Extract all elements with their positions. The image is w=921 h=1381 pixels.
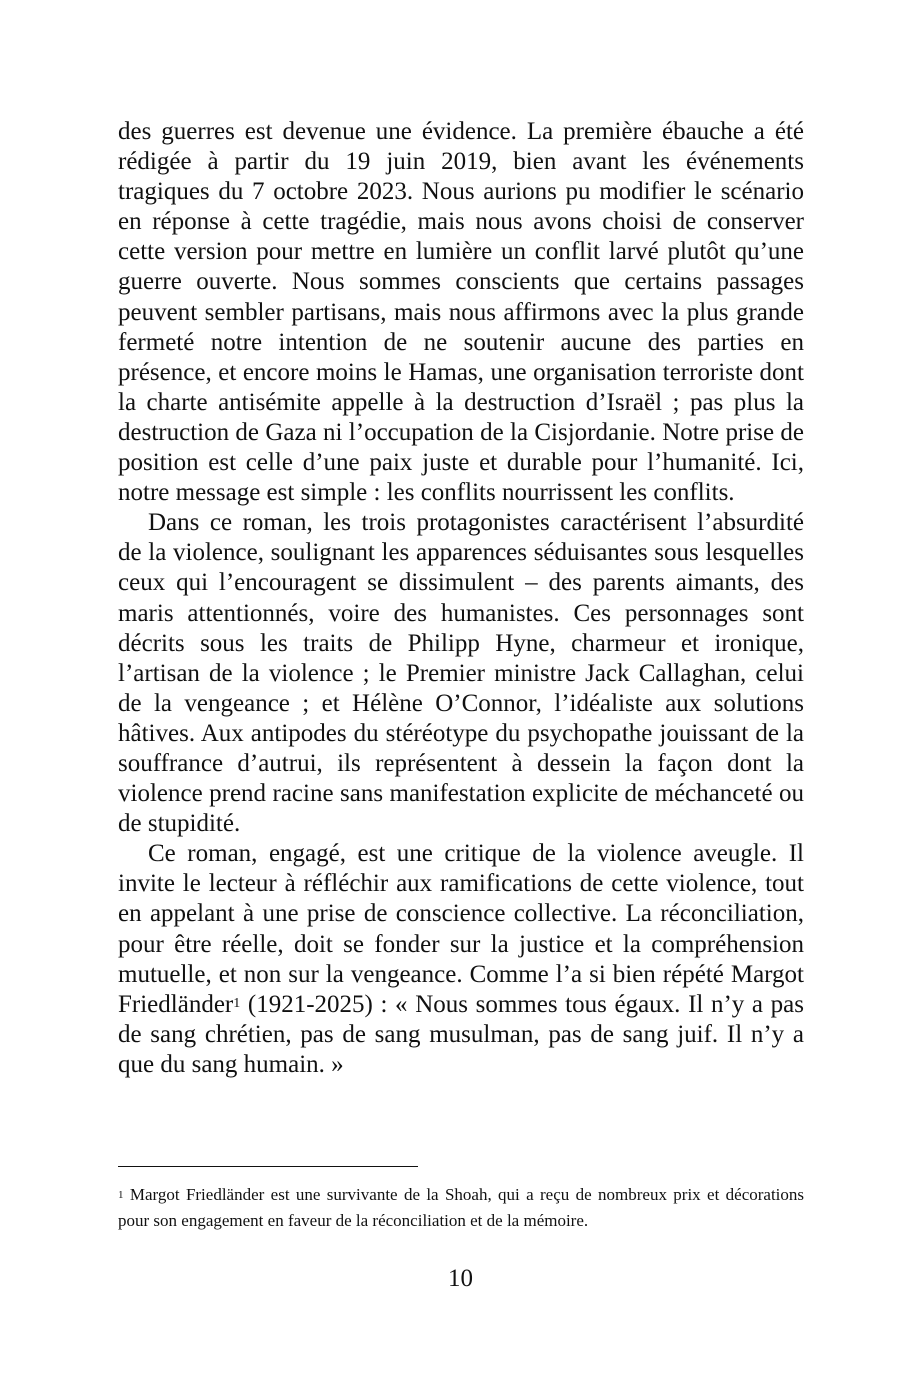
footnote-text: Margot Friedländer est une survivante de la Shoah, qui a reçu de nombreux prix et décorations pour son engagement en faveur de la réconciliation et de la mémoire. xyxy=(118,1185,805,1230)
paragraph-3-text-after-note: (1921-2025) : « Nous sommes tous égaux. Il n’y a pas de sang chrétien, pas de sang musulman, pas de sang juif. Il n’y a que du sang humain. » xyxy=(118,990,804,1078)
body-text xyxy=(118,117,804,1080)
paragraph-2: Dans ce roman, les trois protagonistes caractérisent l’absurdité de la violence, soulignant les apparences séduisantes sous lesquelles ceux qui l’encouragent se dissimulent – des parents aimants, des maris attentionnés, voire des humanistes. Ces personnages sont décrits sous les traits de Philipp Hyne, charmeur et ironique, l’artisan de la violence ; le Premier ministre Jack Callaghan, celui de la vengeance ; et Hélène O’Connor, l’idéaliste aux solutions hâtives. Aux antipodes du stéréotype du psychopathe jouissant de la souffrance d’autrui, ils représentent à dessein la façon dont la violence prend racine sans manifestation explicite de méchanceté ou de stupidité. xyxy=(118,509,804,838)
paragraph-1: des guerres est devenue une évidence. La première ébauche a été rédigée à partir du 19 juin 2019, bien avant les événements tragiques du 7 octobre 2023. Nous aurions pu modifier le scénario en réponse à cette tragédie, mais nous avons choisi de conserver cette version pour mettre en lumière un conflit larvé plutôt qu’une guerre ouverte. Nous sommes conscients que certains passages peuvent sembler partisans, mais nous affirmons avec la plus grande fermeté notre intention de ne soutenir aucune des parties en présence, et encore moins le Hamas, une organisation terroriste dont la charte antisémite appelle à la destruction d’Israël ; pas plus la destruction de Gaza ni l’occupation de la Cisjordanie. Notre prise de position est celle d’une paix juste et durable pour l’humanité. Ici, notre message est simple : les conflits nourrissent les conflits. xyxy=(118,118,804,507)
paragraph-3 xyxy=(118,839,804,1080)
footnote xyxy=(118,1182,804,1234)
paragraph-3-text-before-note: Ce roman, engagé, est une critique de la violence aveugle. Il invite le lecteur à réfléchir aux ramifications de cette violence, tout en appelant à une prise de conscience collective. La réconciliation, pour être réelle, doit se fonder sur la justice et la compréhension mutuelle, et non sur la vengeance. Comme l’a si bien répété Margot Friedländer xyxy=(118,840,804,1018)
footnote-reference: 1 xyxy=(233,995,241,1011)
footnote-marker: 1 xyxy=(118,1189,124,1201)
page-number: 10 xyxy=(448,1265,473,1292)
footnote-separator xyxy=(118,1166,418,1167)
